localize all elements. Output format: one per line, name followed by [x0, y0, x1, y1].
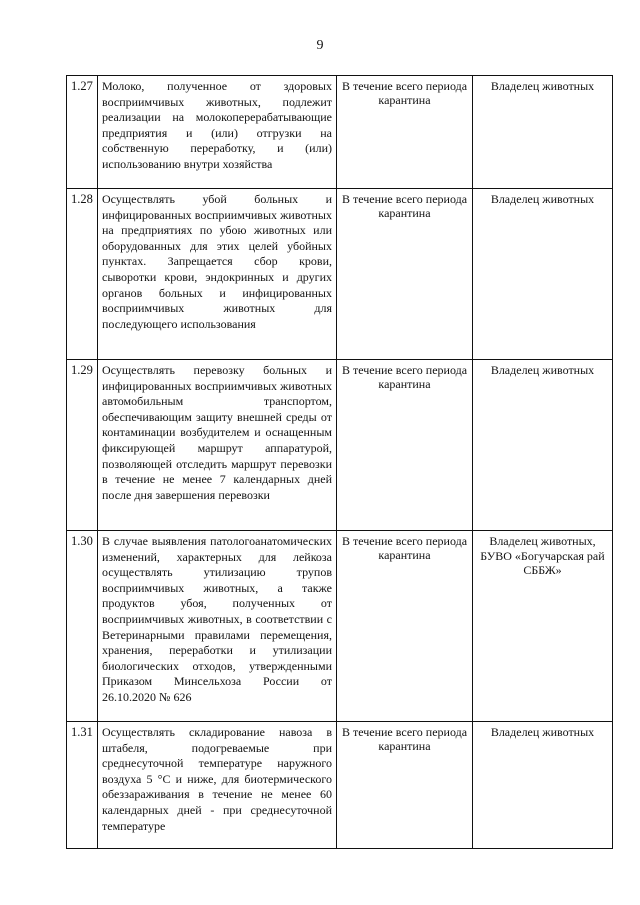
page-number: 9 [316, 38, 324, 53]
measure-responsible: Владелец животных [473, 76, 613, 189]
table-row [67, 531, 613, 722]
row-number: 1.27 [67, 76, 98, 189]
measure-text: Осуществлять убой больных и инфицированных восприимчивых животных на предприятиях по убою животных или оборудованных для этих целей убойных пунктах. Запрещается сбор крови, сыворотки крови, эндокринных и других органов больных и инфицированных восприимчивых животных для последующего использования [98, 189, 337, 360]
table-row [67, 722, 613, 849]
row-number: 1.30 [67, 531, 98, 722]
measure-responsible: Владелец животных [473, 722, 613, 849]
table-row [67, 189, 613, 360]
row-number: 1.29 [67, 360, 98, 531]
table-row [67, 76, 613, 189]
measure-responsible: Владелец животных, БУВО «Богучарская рай СББЖ» [473, 531, 613, 722]
measure-term: В течение всего периода карантина [337, 76, 473, 189]
measure-text: В случае выявления патологоанатомических изменений, характерных для лейкоза осуществлять утилизацию трупов восприимчивых животных, а также продуктов убоя, полученных от восприимчивых животных, в соответствии с Ветеринарными правилами перемещения, хранения, переработки и утилизации биологических отходов, утвержденными Приказом Минсельхоза России от 26.10.2020 № 626 [98, 531, 337, 722]
measure-term: В течение всего периода карантина [337, 189, 473, 360]
table-row [67, 360, 613, 531]
measure-text: Осуществлять складирование навоза в штабеля, подогреваемые при среднесуточной температуре наружного воздуха 5 °С и ниже, для биотермического обеззараживания в течение не менее 60 календарных дней - при среднесуточной температуре [98, 722, 337, 849]
measure-term: В течение всего периода карантина [337, 531, 473, 722]
measures-table [66, 75, 613, 849]
measure-term: В течение всего периода карантина [337, 360, 473, 531]
measure-responsible: Владелец животных [473, 189, 613, 360]
measure-text: Молоко, полученное от здоровых восприимчивых животных, подлежит реализации на молокоперерабатывающие предприятия и (или) отгрузки на собственную переработку, и (или) использованию внутри хозяйства [98, 76, 337, 189]
measure-responsible: Владелец животных [473, 360, 613, 531]
measure-text: Осуществлять перевозку больных и инфицированных восприимчивых животных автомобильным транспортом, обеспечивающим защиту внешней среды от контаминации возбудителем и оснащенным фиксирующей маршрут аппаратурой, позволяющей отследить маршрут перевозки в течение не менее 7 календарных дней после дня завершения перевозки [98, 360, 337, 531]
measure-term: В течение всего периода карантина [337, 722, 473, 849]
row-number: 1.31 [67, 722, 98, 849]
row-number: 1.28 [67, 189, 98, 360]
